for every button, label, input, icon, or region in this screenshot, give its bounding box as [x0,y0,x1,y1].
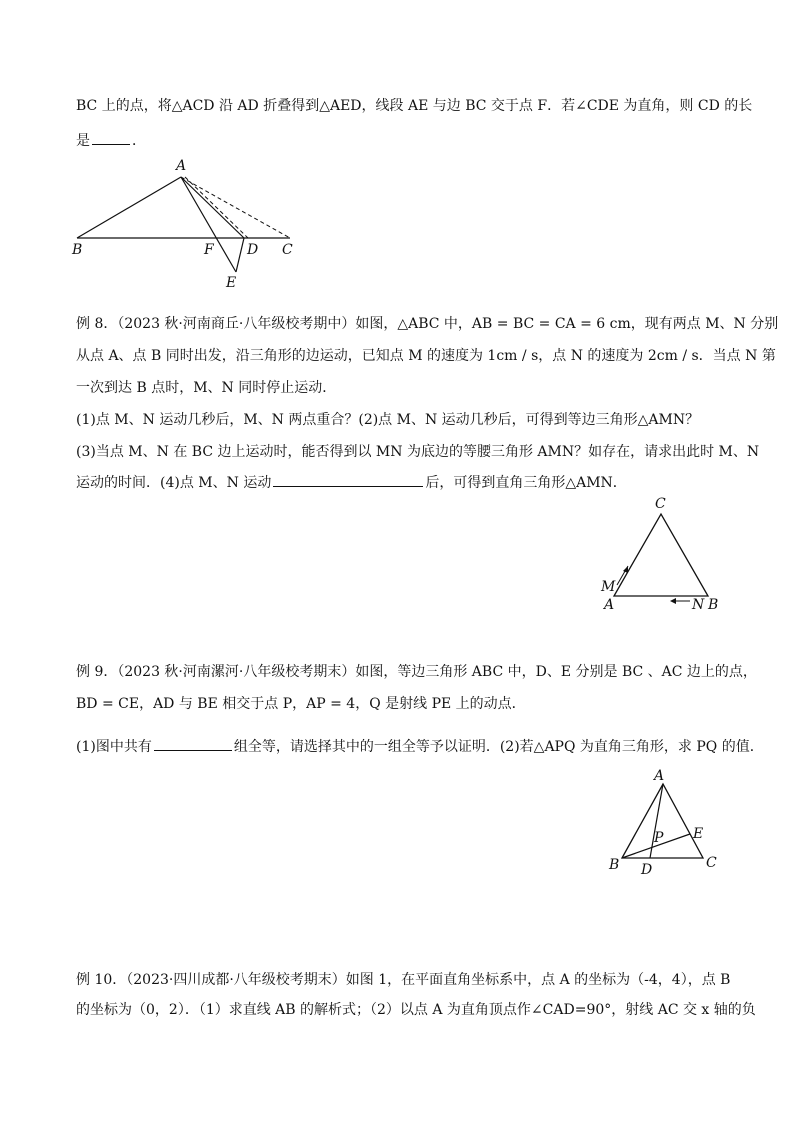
ex9-label-P: P [654,830,664,846]
ex7-label-A: A [176,158,187,174]
ex9-label-E: E [693,826,704,842]
ex9-line2: BD = CE，AD 与 BE 相交于点 P，AP = 4，Q 是射线 PE 上的动点． [76,696,526,712]
ex8-label-A: A [604,597,615,613]
ex8-line6-suffix: 后，可得到直角三角形△AMN． [425,475,627,491]
ex7-label-B: B [72,242,83,258]
ex8-line4: (1)点 M、N 运动几秒后，M、N 两点重合？(2)点 M、N 运动几秒后，可得到等边三角形△AMN？ [76,412,700,428]
ex8-label-M: M [601,579,616,595]
ex8-label-N: N [692,597,705,613]
ex7-label-D: D [247,242,259,258]
ex9-line3-prefix: (1)图中共有 [76,739,152,755]
ex7-line2-prefix: 是 [76,133,90,149]
ex10-line1: 例 10．（2023·四川成都·八年级校考期末）如图 1，在平面直角坐标系中，点 A 的坐标为（-4，4），点 B [76,972,731,988]
ex7-line2-suffix: ． [132,133,146,149]
ex9-label-A: A [654,768,665,784]
ex8-line1: 例 8．（2023 秋·河南商丘·八年级校考期中）如图，△ABC 中，AB = BC = CA = 6 cm，现有两点 M、N 分别 [76,316,779,332]
ex8-line3: 一次到达 B 点时，M、N 同时停止运动． [76,380,337,396]
ex9-line1: 例 9．（2023 秋·河南漯河·八年级校考期末）如图，等边三角形 ABC 中，D、E 分别是 BC 、AC 边上的点， [76,664,757,680]
ex9-line3-middle: 组全等，请选择其中的一组全等予以证明．(2)若△APQ 为直角三角形，求 PQ 的值． [233,739,764,755]
ex9-label-D: D [641,862,653,878]
ex8-line2: 从点 A、点 B 同时出发，沿三角形的边运动，已知点 M 的速度为 1cm / s，点 N 的速度为 2cm / s．当点 N 第 [76,348,776,364]
ex8-line5: (3)当点 M、N 在 BC 边上运动时，能否得到以 MN 为底边的等腰三角形 AMN？如存在，请求出此时 M、N [76,444,760,460]
ex7-label-F: F [204,242,214,258]
ex9-label-B: B [609,857,620,873]
ex8-label-C: C [655,496,666,512]
ex7-line1: BC 上的点，将△ACD 沿 AD 折叠得到△AED，线段 AE 与边 BC 交于点 F．若∠CDE 为直角，则 CD 的长 [76,98,753,114]
ex8-label-B: B [708,597,719,613]
ex8-line6-prefix: 运动的时间．(4)点 M、N 运动 [76,475,272,491]
ex7-label-C: C [282,242,293,258]
ex7-label-E: E [226,275,237,291]
ex10-line2: 的坐标为（0，2）．（1）求直线 AB 的解析式；（2）以点 A 为直角顶点作∠CAD=90°，射线 AC 交 x 轴的负 [76,1002,756,1018]
ex9-label-C: C [706,855,717,871]
